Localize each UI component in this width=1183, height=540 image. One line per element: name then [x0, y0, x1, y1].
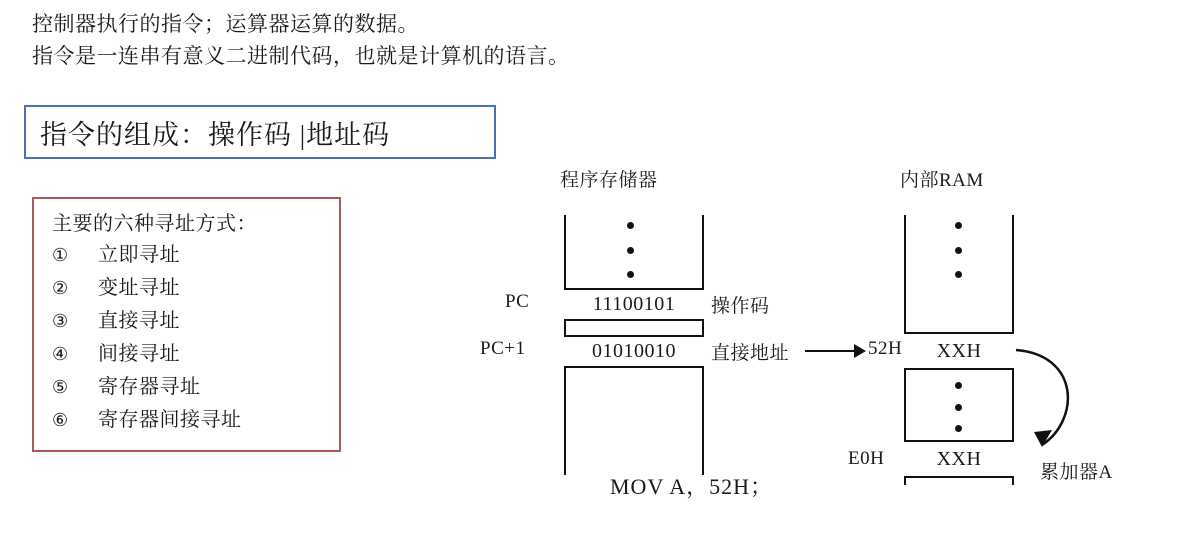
accumulator-curve-arrow-icon: [1000, 310, 1130, 460]
opcode-note: 操作码: [711, 296, 770, 317]
ram-cell-52h: XXH: [904, 332, 1014, 370]
list-item-number: ④: [52, 344, 69, 364]
operand-arrow-head-icon: [854, 344, 866, 358]
list-item-label: 寄存器间接寻址: [98, 409, 242, 431]
list-item-label: 直接寻址: [98, 310, 180, 332]
list-item: [52, 338, 339, 371]
ram-address-e0h-label: E0H: [848, 448, 885, 469]
list-item: [52, 239, 339, 272]
pc-plus-one-label: PC+1: [480, 338, 526, 359]
accumulator-label: 累加器A: [1040, 462, 1113, 483]
ram-top-dots-icon: [955, 222, 962, 278]
program-memory-title: 程序存储器: [560, 170, 658, 191]
operand-arrow-line: [805, 350, 855, 352]
list-item-number: ⑥: [52, 410, 69, 430]
instruction-text: MOV A，52H；: [610, 474, 774, 499]
list-item: [52, 404, 339, 437]
operand-cell: 01010010: [564, 335, 704, 368]
instruction-composition-box: [24, 105, 496, 159]
operand-note: 直接地址: [711, 343, 790, 364]
list-item-number: ⑤: [52, 377, 69, 397]
addressing-modes-box: [32, 197, 341, 452]
list-item-number: ①: [52, 245, 69, 265]
pc-label: PC: [505, 291, 530, 312]
list-item: [52, 371, 339, 404]
intro-line-2: 指令是一连串有意义二进制代码，也就是计算机的语言。: [32, 44, 570, 68]
intro-text-block: [32, 8, 812, 72]
addressing-modes-title: 主要的六种寻址方式：: [52, 213, 257, 235]
ram-title: 内部RAM: [900, 170, 984, 191]
opcode-cell: 11100101: [564, 288, 704, 321]
addressing-diagram: [480, 160, 1180, 535]
ram-middle-dots-icon: [955, 382, 962, 432]
list-item-label: 变址寻址: [98, 277, 180, 299]
instruction-composition-label: 指令的组成：操作码 |地址码: [40, 119, 391, 150]
list-item-number: ③: [52, 311, 69, 331]
list-item-label: 寄存器寻址: [98, 376, 201, 398]
list-item-label: 间接寻址: [98, 343, 180, 365]
list-item-number: ②: [52, 278, 69, 298]
list-item-label: 立即寻址: [98, 244, 180, 266]
ram-cell-e0h: XXH: [904, 440, 1014, 478]
program-memory-dots-icon: [627, 222, 634, 278]
intro-line-1: 控制器执行的指令；运算器运算的数据。: [32, 12, 419, 36]
target-address-label: 52H: [868, 338, 903, 359]
list-item: [52, 272, 339, 305]
list-item: [52, 305, 339, 338]
